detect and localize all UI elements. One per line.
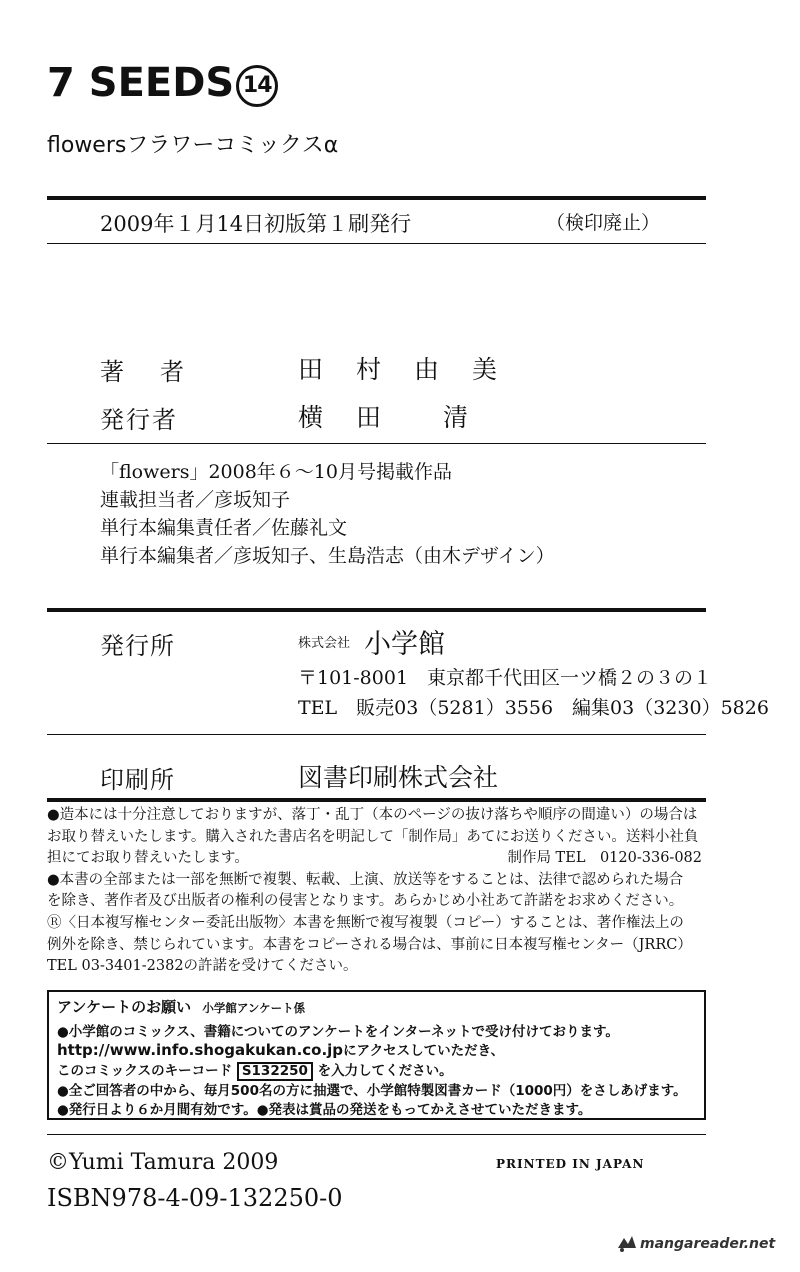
copyright-notice: ©Yumi Tamura 2009 [47,1150,279,1175]
company-phone: TEL 販売03（5281）3556 編集03（3230）5826 [298,697,769,719]
survey-box [47,990,706,1120]
notice-line: を除き、著作者及び出版者の権利の侵害となります。あらかじめ小社あて許諾をお求めください。 [47,893,684,910]
survey-line: ●発行日より６か月間有効です。●発表は賞品の発送をもってかえさせていただきます。 [57,1102,592,1118]
author-name: 田 村 由 美 [298,355,502,384]
watermark-logo-icon [616,1232,638,1254]
survey-department: 小学館アンケート係 [202,1001,306,1015]
watermark: mangareader.net [640,1236,776,1252]
printer-label: 印刷所 [100,766,175,794]
publisher-label: 発行者 [100,406,178,434]
divider [47,196,706,200]
serialization-line: 連載担当者／彦坂知子 [100,489,291,511]
printer-name: 図書印刷株式会社 [298,763,499,792]
notice-line: ●造本には十分注意しておりますが、落丁・乱丁（本のページの抜け落ちや順序の間違い）の場合は [47,807,698,823]
notice-line: お取り替えいたします。購入された書店名を明記して「制作局」あてにお送りください。送料小社負 [47,828,699,845]
survey-heading: アンケートのお願い [57,998,192,1016]
divider [47,1134,706,1135]
publishing-house-label: 発行所 [100,632,175,660]
book-title [47,60,278,107]
company-name: 小学館 [364,629,445,660]
serialization-line: 「flowers」2008年６～10月号掲載作品 [100,461,452,483]
notice-line: Ⓡ〈日本複写権センター委託出版物〉本書を無断で複写複製（コピー）することは、著作権法上の [47,914,684,931]
survey-key-code: S132250 [237,1062,313,1081]
serialization-line: 単行本編集者／彦坂知子、生島浩志（由木デザイン） [100,545,555,567]
notice-contact: 制作局 TEL 0120-336-082 [507,850,702,867]
series-label: flowersフラワーコミックスα [47,133,339,158]
divider [47,608,706,612]
stamp-note: （検印廃止） [546,212,661,234]
notice-line: TEL 03-3401-2382の許諾を受けてください。 [47,958,358,975]
notice-line: ●本書の全部または一部を無断で複製、転載、上演、放送等をすることは、法律で認められた場合 [47,871,684,888]
divider [47,734,706,735]
notice-block [47,805,706,978]
survey-line: ●全ご回答者の中から、毎月500名の方に抽選で、小学館特製図書カード（1000円）をさしあげます。 [57,1083,687,1099]
volume-number: 14 [236,65,278,107]
title-text: 7 SEEDS [47,60,235,106]
divider [47,243,706,244]
survey-line: ●小学館のコミックス、書籍についてのアンケートをインターネットで受け付けております。 [57,1024,619,1040]
survey-code-suffix: を入力してください。 [317,1063,453,1079]
survey-code-prefix: このコミックスのキーコード [57,1063,233,1079]
author-label: 著 者 [100,358,190,386]
printed-in-japan: PRINTED IN JAPAN [496,1157,645,1171]
notice-line: 例外を除き、禁じられています。本書をコピーされる場合は、事前に日本複写権センター（JRRC） [47,936,692,953]
serialization-line: 単行本編集責任者／佐藤礼文 [100,517,348,539]
publisher-name: 横 田 清 [298,403,473,432]
divider [47,798,706,802]
company-prefix: 株式会社 [298,636,351,651]
company-address: 〒101-8001 東京都千代田区一ツ橋２の３の１ [298,667,713,689]
isbn: ISBN978-4-09-132250-0 [47,1184,343,1212]
survey-url: http://www.info.shogakukan.co.jp [57,1041,344,1059]
divider [47,443,706,444]
notice-line: 担にてお取り替えいたします。 [47,850,249,867]
edition-date: 2009年１月14日初版第１刷発行 [100,212,412,236]
survey-url-suffix: にアクセスしていただき、 [343,1043,505,1059]
